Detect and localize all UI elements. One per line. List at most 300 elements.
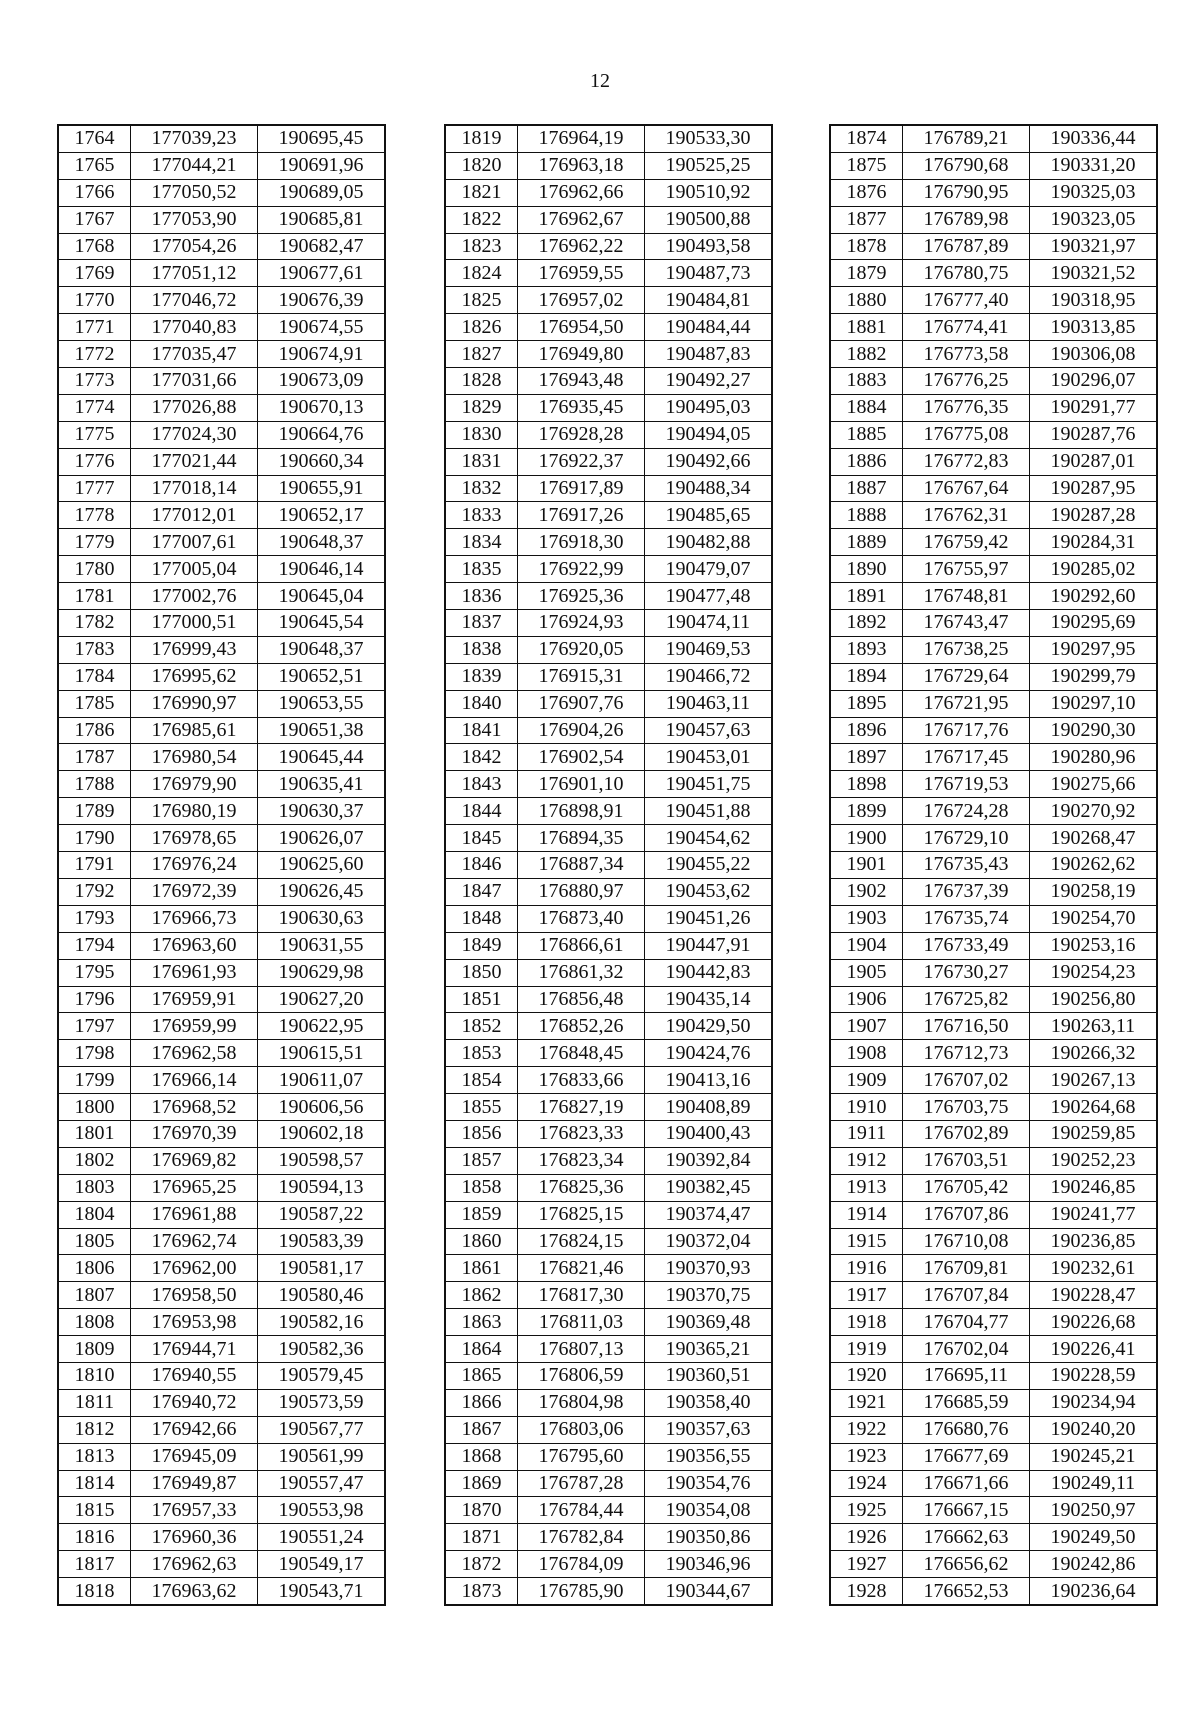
table-row [445, 717, 772, 744]
point-number-cell: 1868 [445, 1443, 518, 1470]
x-coordinate-cell: 176962,00 [131, 1255, 258, 1282]
x-coordinate-cell: 176957,33 [131, 1497, 258, 1524]
point-number-cell: 1812 [58, 1416, 131, 1443]
point-number-cell: 1842 [445, 744, 518, 771]
point-number-cell: 1818 [58, 1578, 131, 1605]
x-coordinate-cell: 177002,76 [131, 583, 258, 610]
x-coordinate-cell: 176978,65 [131, 825, 258, 852]
table-row [445, 825, 772, 852]
x-coordinate-cell: 176825,15 [518, 1201, 645, 1228]
y-coordinate-cell: 190291,77 [1030, 394, 1158, 421]
table-row [445, 1228, 772, 1255]
x-coordinate-cell: 176962,74 [131, 1228, 258, 1255]
point-number-cell: 1844 [445, 798, 518, 825]
table-row [830, 583, 1157, 610]
table-row [830, 394, 1157, 421]
x-coordinate-cell: 176907,76 [518, 690, 645, 717]
point-number-cell: 1830 [445, 421, 518, 448]
y-coordinate-cell: 190262,62 [1030, 852, 1158, 879]
y-coordinate-cell: 190487,73 [645, 260, 773, 287]
point-number-cell: 1905 [830, 959, 903, 986]
point-number-cell: 1901 [830, 852, 903, 879]
y-coordinate-cell: 190488,34 [645, 475, 773, 502]
table-row [445, 1497, 772, 1524]
x-coordinate-cell: 176979,90 [131, 771, 258, 798]
x-coordinate-cell: 176789,21 [903, 125, 1030, 152]
point-number-cell: 1867 [445, 1416, 518, 1443]
x-coordinate-cell: 176990,97 [131, 690, 258, 717]
point-number-cell: 1870 [445, 1497, 518, 1524]
y-coordinate-cell: 190249,50 [1030, 1524, 1158, 1551]
table-row [58, 1309, 385, 1336]
table-row [445, 798, 772, 825]
x-coordinate-cell: 176773,58 [903, 341, 1030, 368]
point-number-cell: 1835 [445, 556, 518, 583]
point-number-cell: 1900 [830, 825, 903, 852]
y-coordinate-cell: 190611,07 [258, 1067, 386, 1094]
x-coordinate-cell: 176823,33 [518, 1120, 645, 1147]
point-number-cell: 1833 [445, 502, 518, 529]
y-coordinate-cell: 190646,14 [258, 556, 386, 583]
x-coordinate-cell: 176707,86 [903, 1201, 1030, 1228]
x-coordinate-cell: 176918,30 [518, 529, 645, 556]
x-coordinate-cell: 176707,02 [903, 1067, 1030, 1094]
point-number-cell: 1785 [58, 690, 131, 717]
point-number-cell: 1826 [445, 314, 518, 341]
table-row [58, 125, 385, 152]
x-coordinate-cell: 176702,04 [903, 1336, 1030, 1363]
point-number-cell: 1904 [830, 932, 903, 959]
table-row [445, 1524, 772, 1551]
y-coordinate-cell: 190306,08 [1030, 341, 1158, 368]
y-coordinate-cell: 190259,85 [1030, 1120, 1158, 1147]
y-coordinate-cell: 190228,47 [1030, 1282, 1158, 1309]
point-number-cell: 1784 [58, 663, 131, 690]
y-coordinate-cell: 190256,80 [1030, 986, 1158, 1013]
table-row [58, 1067, 385, 1094]
table-row [445, 287, 772, 314]
table-row [58, 1443, 385, 1470]
y-coordinate-cell: 190602,18 [258, 1120, 386, 1147]
x-coordinate-cell: 176821,46 [518, 1255, 645, 1282]
x-coordinate-cell: 176748,81 [903, 583, 1030, 610]
table-row [830, 878, 1157, 905]
y-coordinate-cell: 190374,47 [645, 1201, 773, 1228]
table-row [58, 1040, 385, 1067]
point-number-cell: 1886 [830, 448, 903, 475]
y-coordinate-cell: 190581,17 [258, 1255, 386, 1282]
y-coordinate-cell: 190360,51 [645, 1362, 773, 1389]
point-number-cell: 1879 [830, 260, 903, 287]
x-coordinate-cell: 176777,40 [903, 287, 1030, 314]
table-row [830, 1497, 1157, 1524]
y-coordinate-cell: 190627,20 [258, 986, 386, 1013]
point-number-cell: 1917 [830, 1282, 903, 1309]
y-coordinate-cell: 190264,68 [1030, 1094, 1158, 1121]
table-row [445, 1201, 772, 1228]
x-coordinate-cell: 176703,51 [903, 1147, 1030, 1174]
x-coordinate-cell: 176949,80 [518, 341, 645, 368]
point-number-cell: 1912 [830, 1147, 903, 1174]
y-coordinate-cell: 190447,91 [645, 932, 773, 959]
table-row [58, 1174, 385, 1201]
x-coordinate-cell: 176719,53 [903, 771, 1030, 798]
y-coordinate-cell: 190648,37 [258, 529, 386, 556]
table-row [445, 556, 772, 583]
point-number-cell: 1899 [830, 798, 903, 825]
x-coordinate-cell: 176743,47 [903, 610, 1030, 637]
y-coordinate-cell: 190551,24 [258, 1524, 386, 1551]
point-number-cell: 1766 [58, 179, 131, 206]
y-coordinate-cell: 190325,03 [1030, 179, 1158, 206]
table-row [830, 233, 1157, 260]
point-number-cell: 1882 [830, 341, 903, 368]
point-number-cell: 1802 [58, 1147, 131, 1174]
x-coordinate-cell: 176817,30 [518, 1282, 645, 1309]
y-coordinate-cell: 190372,04 [645, 1228, 773, 1255]
table-row [830, 314, 1157, 341]
y-coordinate-cell: 190354,76 [645, 1470, 773, 1497]
table-row [445, 233, 772, 260]
y-coordinate-cell: 190344,67 [645, 1578, 773, 1605]
y-coordinate-cell: 190392,84 [645, 1147, 773, 1174]
y-coordinate-cell: 190323,05 [1030, 206, 1158, 233]
x-coordinate-cell: 176782,84 [518, 1524, 645, 1551]
x-coordinate-cell: 176887,34 [518, 852, 645, 879]
x-coordinate-cell: 176784,09 [518, 1551, 645, 1578]
y-coordinate-cell: 190356,55 [645, 1443, 773, 1470]
table-row [830, 932, 1157, 959]
x-coordinate-cell: 176957,02 [518, 287, 645, 314]
point-number-cell: 1861 [445, 1255, 518, 1282]
x-coordinate-cell: 176894,35 [518, 825, 645, 852]
table-row [830, 475, 1157, 502]
point-number-cell: 1819 [445, 125, 518, 152]
y-coordinate-cell: 190579,45 [258, 1362, 386, 1389]
x-coordinate-cell: 176824,15 [518, 1228, 645, 1255]
point-number-cell: 1854 [445, 1067, 518, 1094]
point-number-cell: 1769 [58, 260, 131, 287]
point-number-cell: 1925 [830, 1497, 903, 1524]
point-number-cell: 1907 [830, 1013, 903, 1040]
point-number-cell: 1893 [830, 636, 903, 663]
x-coordinate-cell: 176920,05 [518, 636, 645, 663]
x-coordinate-cell: 176962,67 [518, 206, 645, 233]
point-number-cell: 1827 [445, 341, 518, 368]
y-coordinate-cell: 190321,52 [1030, 260, 1158, 287]
table-row [58, 448, 385, 475]
point-number-cell: 1831 [445, 448, 518, 475]
table-row [58, 1228, 385, 1255]
point-number-cell: 1816 [58, 1524, 131, 1551]
table-row [830, 1255, 1157, 1282]
point-number-cell: 1887 [830, 475, 903, 502]
point-number-cell: 1829 [445, 394, 518, 421]
y-coordinate-cell: 190268,47 [1030, 825, 1158, 852]
y-coordinate-cell: 190297,95 [1030, 636, 1158, 663]
point-number-cell: 1877 [830, 206, 903, 233]
y-coordinate-cell: 190287,76 [1030, 421, 1158, 448]
table-row [445, 1309, 772, 1336]
x-coordinate-cell: 177026,88 [131, 394, 258, 421]
y-coordinate-cell: 190357,63 [645, 1416, 773, 1443]
y-coordinate-cell: 190561,99 [258, 1443, 386, 1470]
table-row [830, 421, 1157, 448]
table-row [58, 1578, 385, 1605]
y-coordinate-cell: 190573,59 [258, 1389, 386, 1416]
x-coordinate-cell: 176917,26 [518, 502, 645, 529]
y-coordinate-cell: 190285,02 [1030, 556, 1158, 583]
table-row [58, 1255, 385, 1282]
x-coordinate-cell: 176772,83 [903, 448, 1030, 475]
point-number-cell: 1853 [445, 1040, 518, 1067]
y-coordinate-cell: 190296,07 [1030, 368, 1158, 395]
point-number-cell: 1872 [445, 1551, 518, 1578]
table-row [58, 475, 385, 502]
point-number-cell: 1804 [58, 1201, 131, 1228]
point-number-cell: 1822 [445, 206, 518, 233]
table-row [58, 1389, 385, 1416]
table-row [445, 260, 772, 287]
y-coordinate-cell: 190254,23 [1030, 959, 1158, 986]
table-row [58, 610, 385, 637]
x-coordinate-cell: 177012,01 [131, 502, 258, 529]
point-number-cell: 1813 [58, 1443, 131, 1470]
y-coordinate-cell: 190645,54 [258, 610, 386, 637]
y-coordinate-cell: 190543,71 [258, 1578, 386, 1605]
table-row [445, 852, 772, 879]
point-number-cell: 1881 [830, 314, 903, 341]
table-row [445, 1336, 772, 1363]
point-number-cell: 1875 [830, 152, 903, 179]
y-coordinate-cell: 190331,20 [1030, 152, 1158, 179]
table-row [830, 1201, 1157, 1228]
y-coordinate-cell: 190284,31 [1030, 529, 1158, 556]
y-coordinate-cell: 190287,01 [1030, 448, 1158, 475]
point-number-cell: 1923 [830, 1443, 903, 1470]
table-row [58, 771, 385, 798]
point-number-cell: 1790 [58, 825, 131, 852]
point-number-cell: 1863 [445, 1309, 518, 1336]
table-row [830, 905, 1157, 932]
x-coordinate-cell: 176953,98 [131, 1309, 258, 1336]
y-coordinate-cell: 190494,05 [645, 421, 773, 448]
x-coordinate-cell: 176959,99 [131, 1013, 258, 1040]
x-coordinate-cell: 176866,61 [518, 932, 645, 959]
table-row [445, 448, 772, 475]
table-row [830, 1067, 1157, 1094]
x-coordinate-cell: 177000,51 [131, 610, 258, 637]
point-number-cell: 1855 [445, 1094, 518, 1121]
x-coordinate-cell: 176671,66 [903, 1470, 1030, 1497]
y-coordinate-cell: 190453,62 [645, 878, 773, 905]
table-row [830, 1524, 1157, 1551]
y-coordinate-cell: 190280,96 [1030, 744, 1158, 771]
table-row [445, 1470, 772, 1497]
y-coordinate-cell: 190629,98 [258, 959, 386, 986]
x-coordinate-cell: 176707,84 [903, 1282, 1030, 1309]
y-coordinate-cell: 190253,16 [1030, 932, 1158, 959]
point-number-cell: 1922 [830, 1416, 903, 1443]
y-coordinate-cell: 190615,51 [258, 1040, 386, 1067]
y-coordinate-cell: 190240,20 [1030, 1416, 1158, 1443]
table-row [830, 502, 1157, 529]
table-row [58, 636, 385, 663]
point-number-cell: 1919 [830, 1336, 903, 1363]
x-coordinate-cell: 176961,88 [131, 1201, 258, 1228]
y-coordinate-cell: 190691,96 [258, 152, 386, 179]
x-coordinate-cell: 176759,42 [903, 529, 1030, 556]
x-coordinate-cell: 176943,48 [518, 368, 645, 395]
point-number-cell: 1787 [58, 744, 131, 771]
table-row [830, 1389, 1157, 1416]
table-row [830, 1120, 1157, 1147]
table-row [445, 1416, 772, 1443]
y-coordinate-cell: 190587,22 [258, 1201, 386, 1228]
x-coordinate-cell: 176807,13 [518, 1336, 645, 1363]
point-number-cell: 1848 [445, 905, 518, 932]
x-coordinate-cell: 176980,54 [131, 744, 258, 771]
y-coordinate-cell: 190492,27 [645, 368, 773, 395]
table-row [58, 1524, 385, 1551]
table-row [58, 1013, 385, 1040]
y-coordinate-cell: 190350,86 [645, 1524, 773, 1551]
table-row [445, 1551, 772, 1578]
x-coordinate-cell: 176856,48 [518, 986, 645, 1013]
point-number-cell: 1890 [830, 556, 903, 583]
x-coordinate-cell: 176959,91 [131, 986, 258, 1013]
y-coordinate-cell: 190674,55 [258, 314, 386, 341]
y-coordinate-cell: 190313,85 [1030, 314, 1158, 341]
point-number-cell: 1921 [830, 1389, 903, 1416]
table-row [445, 1362, 772, 1389]
y-coordinate-cell: 190653,55 [258, 690, 386, 717]
point-number-cell: 1873 [445, 1578, 518, 1605]
y-coordinate-cell: 190241,77 [1030, 1201, 1158, 1228]
table-row [830, 1013, 1157, 1040]
point-number-cell: 1797 [58, 1013, 131, 1040]
x-coordinate-cell: 176709,81 [903, 1255, 1030, 1282]
y-coordinate-cell: 190482,88 [645, 529, 773, 556]
table-row [445, 125, 772, 152]
table-row [58, 905, 385, 932]
y-coordinate-cell: 190567,77 [258, 1416, 386, 1443]
table-row [58, 179, 385, 206]
x-coordinate-cell: 177050,52 [131, 179, 258, 206]
table-row [445, 878, 772, 905]
y-coordinate-cell: 190270,92 [1030, 798, 1158, 825]
x-coordinate-cell: 176852,26 [518, 1013, 645, 1040]
x-coordinate-cell: 176825,36 [518, 1174, 645, 1201]
point-number-cell: 1840 [445, 690, 518, 717]
point-number-cell: 1864 [445, 1336, 518, 1363]
y-coordinate-cell: 190297,10 [1030, 690, 1158, 717]
table-row [58, 986, 385, 1013]
y-coordinate-cell: 190226,41 [1030, 1336, 1158, 1363]
y-coordinate-cell: 190275,66 [1030, 771, 1158, 798]
x-coordinate-cell: 176968,52 [131, 1094, 258, 1121]
y-coordinate-cell: 190226,68 [1030, 1309, 1158, 1336]
y-coordinate-cell: 190454,62 [645, 825, 773, 852]
x-coordinate-cell: 176703,75 [903, 1094, 1030, 1121]
point-number-cell: 1779 [58, 529, 131, 556]
y-coordinate-cell: 190453,01 [645, 744, 773, 771]
y-coordinate-cell: 190525,25 [645, 152, 773, 179]
point-number-cell: 1909 [830, 1067, 903, 1094]
point-number-cell: 1820 [445, 152, 518, 179]
y-coordinate-cell: 190451,26 [645, 905, 773, 932]
x-coordinate-cell: 176940,55 [131, 1362, 258, 1389]
point-number-cell: 1898 [830, 771, 903, 798]
table-row [445, 1389, 772, 1416]
x-coordinate-cell: 176775,08 [903, 421, 1030, 448]
y-coordinate-cell: 190246,85 [1030, 1174, 1158, 1201]
y-coordinate-cell: 190533,30 [645, 125, 773, 152]
x-coordinate-cell: 176735,43 [903, 852, 1030, 879]
y-coordinate-cell: 190626,07 [258, 825, 386, 852]
point-number-cell: 1808 [58, 1309, 131, 1336]
table-row [445, 771, 772, 798]
table-row [58, 959, 385, 986]
x-coordinate-cell: 176958,50 [131, 1282, 258, 1309]
table-row [58, 1147, 385, 1174]
table-row [58, 529, 385, 556]
point-number-cell: 1780 [58, 556, 131, 583]
point-number-cell: 1859 [445, 1201, 518, 1228]
table-row [58, 744, 385, 771]
point-number-cell: 1795 [58, 959, 131, 986]
point-number-cell: 1823 [445, 233, 518, 260]
table-row [445, 1578, 772, 1605]
y-coordinate-cell: 190630,63 [258, 905, 386, 932]
table-row [58, 314, 385, 341]
point-number-cell: 1783 [58, 636, 131, 663]
table-row [58, 394, 385, 421]
point-number-cell: 1811 [58, 1389, 131, 1416]
point-number-cell: 1924 [830, 1470, 903, 1497]
y-coordinate-cell: 190287,95 [1030, 475, 1158, 502]
point-number-cell: 1885 [830, 421, 903, 448]
x-coordinate-cell: 176940,72 [131, 1389, 258, 1416]
point-number-cell: 1862 [445, 1282, 518, 1309]
table-row [830, 610, 1157, 637]
point-number-cell: 1847 [445, 878, 518, 905]
coordinates-table-2 [444, 124, 773, 1606]
point-number-cell: 1824 [445, 260, 518, 287]
table-row [58, 1282, 385, 1309]
point-number-cell: 1805 [58, 1228, 131, 1255]
x-coordinate-cell: 176960,36 [131, 1524, 258, 1551]
table-row [445, 1443, 772, 1470]
point-number-cell: 1918 [830, 1309, 903, 1336]
x-coordinate-cell: 176965,25 [131, 1174, 258, 1201]
x-coordinate-cell: 176995,62 [131, 663, 258, 690]
point-number-cell: 1798 [58, 1040, 131, 1067]
x-coordinate-cell: 176963,62 [131, 1578, 258, 1605]
y-coordinate-cell: 190228,59 [1030, 1362, 1158, 1389]
table-row [445, 314, 772, 341]
point-number-cell: 1801 [58, 1120, 131, 1147]
y-coordinate-cell: 190466,72 [645, 663, 773, 690]
point-number-cell: 1796 [58, 986, 131, 1013]
y-coordinate-cell: 190549,17 [258, 1551, 386, 1578]
x-coordinate-cell: 176901,10 [518, 771, 645, 798]
table-row [830, 717, 1157, 744]
x-coordinate-cell: 177044,21 [131, 152, 258, 179]
x-coordinate-cell: 176785,90 [518, 1578, 645, 1605]
x-coordinate-cell: 176784,44 [518, 1497, 645, 1524]
y-coordinate-cell: 190477,48 [645, 583, 773, 610]
